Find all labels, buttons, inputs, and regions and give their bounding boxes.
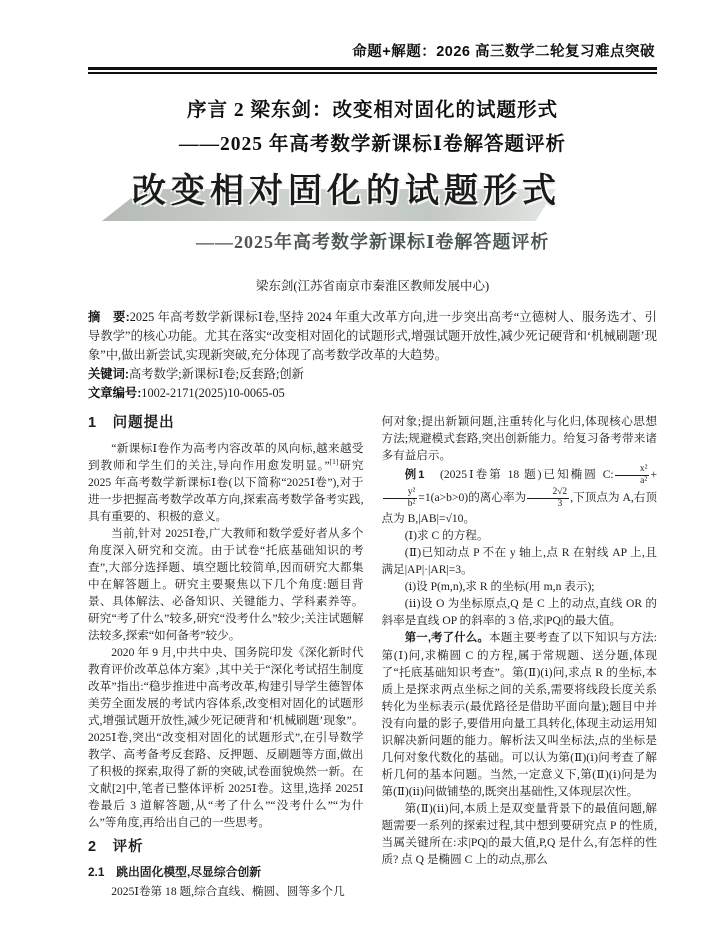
math-fraction: $\frac{\text{y²}}{\text{b²}}$ [383, 487, 418, 510]
subsection-heading: 2.1 跳出固化模型,尽显综合创新 [88, 865, 262, 879]
body-paragraph: “新课标Ⅰ卷作为高考内容改革的风向标,越来越受到教师和学生们的关注,导向作用愈发明显。”[1]研究 2025 年高考数学新课标Ⅰ卷(以下简称“2025Ⅰ卷”),对于进一步把握高考数学改革方向,探索高考数学备考实践,具有重要的、积极的意义。 [88, 442, 364, 523]
banner-subtitle: ——2025年高考数学新课标Ⅰ卷解答题评析 [196, 232, 550, 252]
journal-header-label: 命题+解题：2026 高三数学二轮复习难点突破 [352, 44, 655, 60]
math-fraction: $\frac{2√2}{3}$ [527, 487, 569, 510]
citation-superscript: [1] [329, 457, 339, 467]
header-double-rule [88, 67, 657, 74]
body-paragraph: 何对象;提出新颖问题,注重转化与化归,体现核心思想方法;规避模式套路,突出创新能力。给复习备考带来诸多有益启示。 [381, 415, 657, 462]
body-paragraph: (Ⅰ)求 C 的方程。 [404, 529, 489, 542]
bold-run: 例1 [404, 469, 425, 482]
column-left [88, 413, 364, 900]
body-paragraph: (Ⅱ)已知动点 P 不在 y 轴上,点 R 在射线 AP 上,且满足|AP|·|AR|=3。 [381, 546, 657, 576]
banner-graphic [88, 172, 657, 267]
body-paragraph: 第一,考了什么。本题主要考查了以下知识与方法:第(Ⅰ)问,求椭圆 C 的方程,属于常规题、送分题,体现了“托底基础知识考查”。第(Ⅱ)(ⅰ)问,求点 R 的坐标,本质上是探求两点坐标之间的关系,需要将线段长度关系转化为坐标表示(最优路径是借助平面向量);题目中并没有向量的影子,要借用向量工具转化,体现主动运用知识解决新问题的能力。解析法又叫坐标法,点的坐标是几何对象代数化的基础。可以认为第(Ⅱ)(ⅰ)问考查了解析几何的基本问题。当然,一定意义下,第(Ⅱ)(ⅰ)问是为第(Ⅱ)(ⅱ)问做铺垫的,既突出基础性,又体现层次性。 [381, 631, 657, 798]
body-paragraph: 2025Ⅰ卷第 18 题,综合直线、椭圆、圆等多个几 [111, 885, 345, 898]
article-number-text: 1002-2171(2025)10-0065-05 [141, 386, 285, 400]
body-paragraph: (ⅰ)设 P(m,n),求 R 的坐标(用 m,n 表示); [404, 580, 595, 593]
body-paragraph: 例1 (2025Ⅰ卷第 18 题)已知椭圆 C: $\frac{\text{x²}}{\text{a²}}$ + $\frac{\text{y²}}{\text{b²}}$ =1(a>b>0)的离心率为 $\frac{2√2}{3}$ ,下顶点为 A,右顶点为 B,|AB|=√10。 [381, 464, 657, 525]
article-title-line1: 序言 2 梁东剑：改变相对固化的试题形式 [186, 100, 558, 121]
bold-run: 第一,考了什么。 [404, 632, 489, 644]
article-number-row [88, 384, 657, 403]
body-paragraph: (ⅱ)设 O 为坐标原点,Q 是 C 上的动点,直线 OR 的斜率是直线 OP 的斜率的 3 倍,求|PQ|的最大值。 [381, 597, 657, 627]
abstract-text: 2025 年高考数学新课标Ⅰ卷,坚持 2024 年重大改革方向,进一步突出高考“立德树人、服务选才、引导教学”的核心功能。尤其在落实“改变相对固化的试题形式,增强试题开放性,减少死记硬背和‘机械刷题’现象”中,做出新尝试,实现新突破,充分体现了高考数学改革的大趋势。 [88, 310, 657, 362]
body-paragraph: 当前,针对 2025Ⅰ卷,广大教师和数学爱好者从多个角度深入研究和交流。由于试卷“托底基础知识的考查”,大部分选择题、填空题比较简单,因而研究大都集中在解答题上。研究主要聚焦以下几个角度:题目背景、具体解法、必备知识、关键能力、学科素养等。研究“考了什么”较多,研究“没考什么”较少;关注试题解法较多,探索“如何备考”较少。 [88, 527, 364, 642]
section-heading: 1 问题提出 [88, 415, 175, 431]
article-title-line2: ——2025 年高考数学新课标Ⅰ卷解答题评析 [179, 134, 566, 155]
author-line: 梁东剑(江苏省南京市秦淮区教师发展中心) [255, 279, 490, 293]
section-heading: 2 评析 [88, 839, 144, 855]
body-paragraph: 第(Ⅱ)(ⅱ)问,本质上是双变量背景下的最值问题,解题需要一系列的探索过程,其中想到要研究点 P 的性质,当属关键所在:求|PQ|的最大值,P,Q 是什么,有怎样的性质? 点 Q 是椭圆 C 上的动点,那么 [381, 802, 657, 866]
keywords-row [88, 365, 657, 384]
two-column-body [88, 413, 657, 900]
body-paragraph: 2020 年 9 月,中共中央、国务院印发《深化新时代教育评价改革总体方案》,其中关于“深化考试招生制度改革”指出:“稳步推进中高考改革,构建引导学生德智体美劳全面发展的考试内容体系,改变相对固化的试题形式,增强试题开放性,减少死记硬背和‘机械刷题’现象”。2025Ⅰ卷,突出“改变相对固化的试题形式”,在引导数学教学、高考备考反套路、反押题、反刷题等方面,做出了积极的探索,取得了新的突破,试卷面貌焕然一新。在文献[2]中,笔者已整体评析 2025Ⅰ卷。这里,选择 2025Ⅰ卷最后 3 道解答题,从“考了什么”“没考什么”“为什么”等角度,再给出自己的一些思考。 [88, 646, 364, 829]
banner-headline: 改变相对固化的试题形式 [132, 173, 561, 210]
keywords-text: 高考数学;新课标Ⅰ卷;反套路;创新 [129, 367, 304, 381]
abstract-row [88, 308, 657, 365]
column-right [382, 413, 658, 900]
article-meta [88, 308, 657, 403]
keywords-label: 关键词: [88, 367, 129, 381]
math-fraction: $\frac{\text{x²}}{\text{a²}}$ [615, 464, 650, 487]
abstract-label: 摘 要: [88, 310, 130, 324]
article-number-label: 文章编号: [88, 386, 142, 400]
